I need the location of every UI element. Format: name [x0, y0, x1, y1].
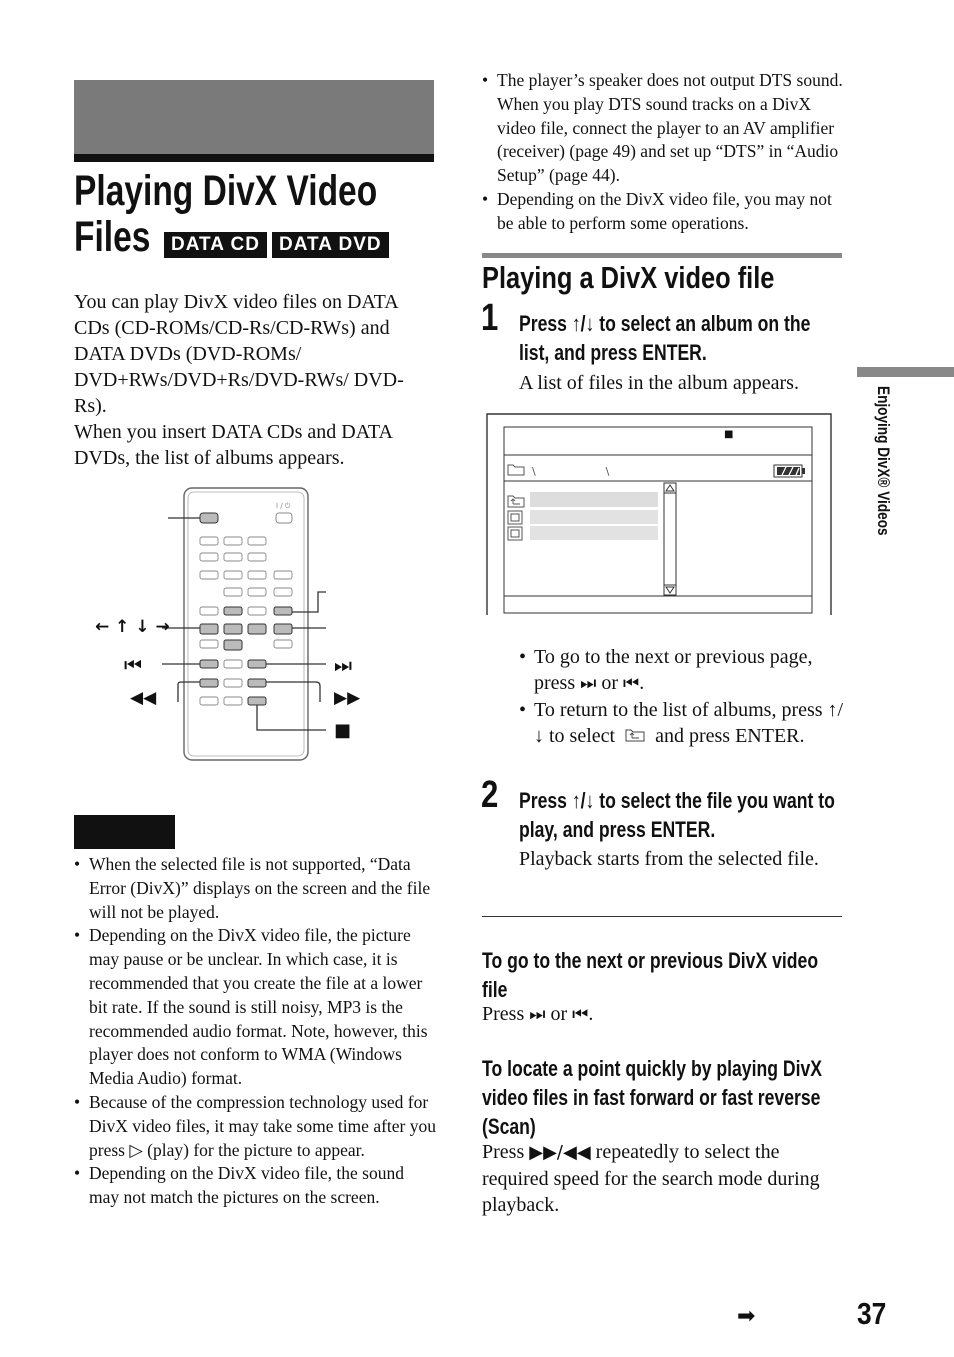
prev-track-icon: ⏮	[572, 1004, 589, 1025]
battery-icon	[774, 465, 805, 477]
data-cd-badge: DATA CD	[164, 232, 267, 258]
tip-text-2b: and press ENTER.	[655, 725, 805, 747]
stop-status-icon: ■	[724, 429, 734, 440]
step-2-heading: Press ↑/↓ to select the file you want to play, and press ENTER.	[519, 788, 835, 842]
note-item: • When the selected file is not supported, “Data Error (DivX)” displays on the screen and the file will not be played.	[74, 853, 436, 924]
next-track-icon: ⏭	[529, 1004, 546, 1025]
callout-enter-line	[292, 592, 326, 612]
step-2-number: 2	[481, 774, 499, 816]
album-path: \ \	[532, 465, 610, 478]
power-label: I / ⏻	[276, 502, 291, 510]
callout-rew-line	[178, 682, 200, 702]
sub-2-body	[482, 1139, 842, 1218]
next-label: ⏭	[334, 653, 352, 677]
sub-1-body	[482, 1001, 842, 1028]
list-row	[530, 510, 658, 524]
tip-text-1: To go to the next or previous page, press	[534, 646, 813, 694]
sub-1-press: Press	[482, 1003, 525, 1025]
section-title: Playing a DivX video file	[482, 260, 775, 295]
sub-1	[482, 946, 842, 1028]
callout-ff-line	[266, 682, 320, 702]
intro-paragraph-1: You can play DivX video files on DATA CDs (CD-ROMs/CD-Rs/CD-RWs) and DATA DVDs (DVD-ROMs/ DVD+RWs/DVD+Rs/DVD-RWs/ DVD-Rs).	[74, 291, 404, 417]
continue-arrow-icon: ➡	[737, 1304, 756, 1329]
sub-2-title: To locate a point quickly by playing DivX video files in fast forward or fast reverse (Scan)	[482, 1056, 823, 1139]
page-number: 37	[857, 1296, 887, 1331]
note-item: • Depending on the DivX video file, the picture may pause or be unclear. In which case, it is recommended that you create the file at a lower bit rate. If the sound is still noisy, MP3 is the recommended audio format. Note, however, this player does not conform to WMA (Windows Media Audio) format.	[74, 924, 436, 1091]
title-line-1: Playing DivX Video	[74, 167, 378, 215]
scan-icon: ▶▶/◀◀	[529, 1142, 591, 1163]
folder-icon	[508, 465, 524, 475]
step-2-heading-wrap	[519, 786, 919, 844]
ff-label: ▶▶	[334, 688, 361, 708]
step-1-number: 1	[481, 297, 499, 339]
intro-text	[74, 289, 436, 471]
intro-paragraph-2: When you insert DATA CDs and DATA DVDs, the list of albums appears.	[74, 421, 392, 469]
stop-label: ■	[334, 720, 352, 741]
step-2-body: Playback starts from the selected file.	[519, 848, 819, 870]
page-title	[74, 168, 494, 260]
prev-track-icon: ⏮	[622, 673, 640, 694]
side-tab-label: Enjoying DivX® Videos	[874, 386, 893, 536]
parent-folder-icon	[508, 496, 524, 507]
callout-stop-line	[257, 705, 326, 730]
title-rule	[74, 154, 434, 162]
next-track-icon: ⏭	[580, 673, 597, 694]
next-page-tip	[519, 644, 849, 697]
step-1-heading: Press ↑/↓ to select an album on the list, and press ENTER.	[519, 311, 811, 365]
step-1-body: A list of files in the album appears.	[519, 372, 799, 394]
tip-end: .	[639, 672, 645, 694]
section-rule	[482, 253, 842, 258]
video-file-icon	[508, 527, 522, 540]
sub-1-or: or	[550, 1003, 568, 1025]
power-button	[276, 513, 292, 523]
rew-label: ◀◀	[130, 688, 157, 708]
prev-label: ⏮	[124, 653, 142, 677]
divider	[482, 916, 842, 917]
list-row	[530, 526, 658, 540]
title-line-2: Files	[74, 213, 151, 261]
note-item: • Depending on the DivX video file, the sound may not match the pictures on the screen.	[74, 1162, 436, 1210]
title-header-bar	[74, 80, 434, 154]
sub-1-title: To go to the next or previous DivX video file	[482, 948, 819, 1002]
sub-2	[482, 1054, 842, 1218]
step-1-bullets	[519, 644, 849, 750]
sub-2-rest: repeatedly to select the required speed for the search mode during playback.	[482, 1141, 820, 1216]
return-albums-tip	[519, 697, 849, 750]
data-dvd-badge: DATA DVD	[272, 232, 389, 258]
highlight-top-button	[200, 513, 218, 523]
note-item: • Depending on the DivX video file, you may not be able to perform some operations.	[482, 188, 844, 236]
tip-or: or	[601, 672, 618, 694]
sub-1-end: .	[588, 1003, 594, 1025]
tip-text-2: To return to the list of albums, press ↑/↓ to select	[534, 699, 844, 747]
step-1-heading-wrap	[519, 309, 919, 367]
video-file-icon	[508, 511, 522, 524]
parent-folder-icon	[624, 724, 646, 750]
file-list-screen	[486, 413, 832, 615]
top-notes-list	[482, 69, 844, 236]
note-item: • The player’s speaker does not output DTS sound. When you play DTS sound tracks on a DivX video file, connect the player to an AV amplifier (receiver) (page 49) and set up “DTS” in “Audio Setup” (page 44).	[482, 69, 844, 188]
scrollbar[interactable]	[664, 483, 676, 595]
arrow-keys-label: ← ↑ ↓ →	[95, 617, 170, 637]
side-tab-bar	[857, 367, 954, 377]
notes-heading-box	[74, 815, 175, 849]
sub-2-press: Press	[482, 1141, 525, 1163]
notes-list	[74, 853, 436, 1210]
note-item: • Because of the compression technology used for DivX video files, it may take some time after you press ▷ (play) for the picture to appear.	[74, 1091, 436, 1162]
list-row-highlight	[530, 492, 658, 507]
